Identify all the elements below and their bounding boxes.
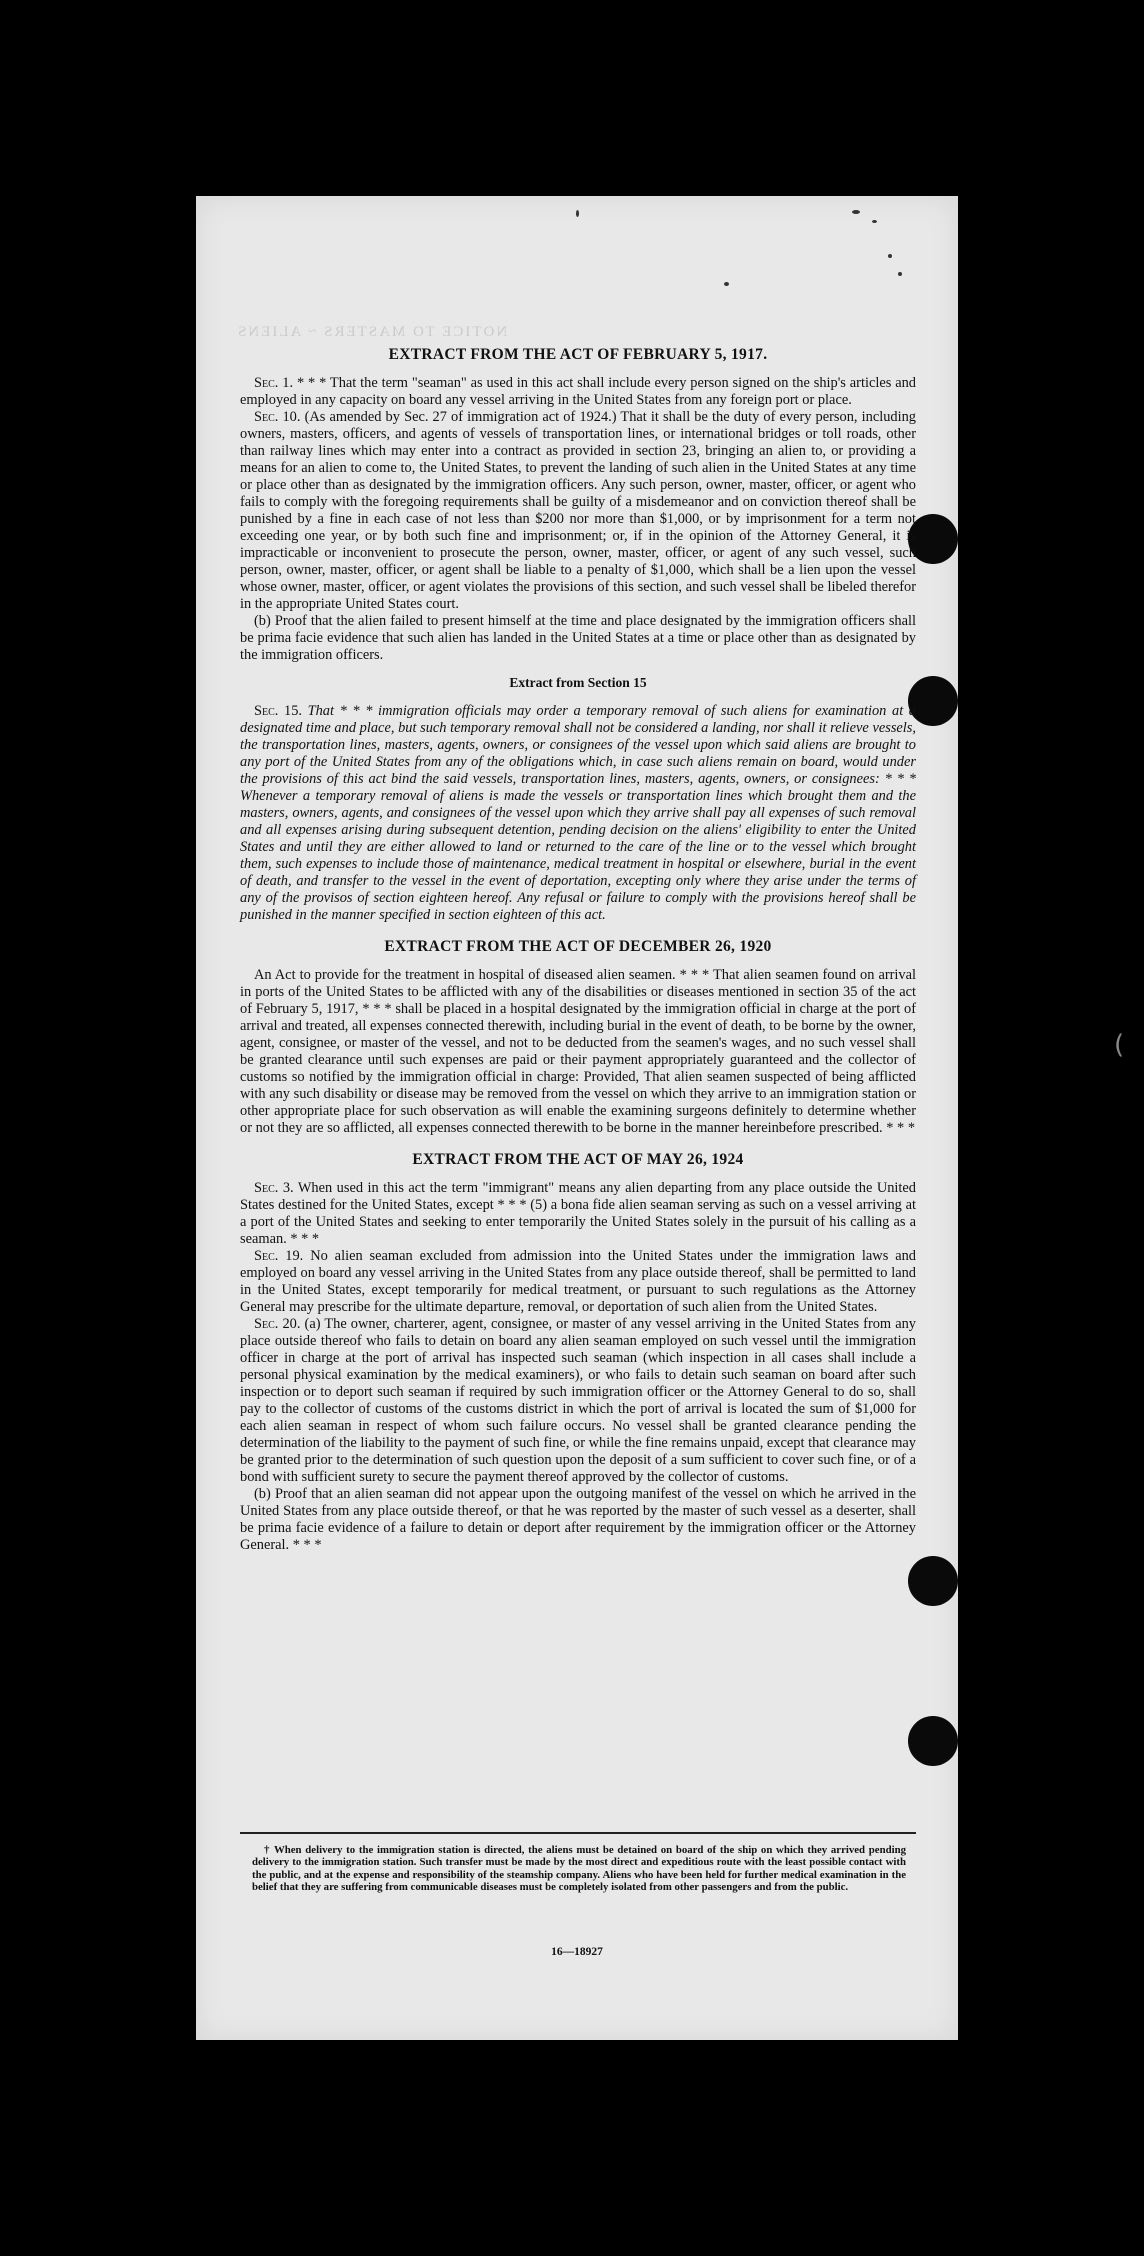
section-label: Sec. 10. — [254, 409, 301, 425]
document-page — [196, 196, 958, 2040]
section-label: Sec. 19. — [254, 1248, 304, 1264]
punch-hole — [908, 1716, 958, 1766]
paragraph-sec-10: Sec. 10. (As amended by Sec. 27 of immigration act of 1924.) That it shall be the duty of every person, including owners, masters, officers, and agents of vessels of transportation lines, or international bridges or toll roads, other than railway lines which may enter into a contract as provided in section 23, bringing an alien to, or providing a means for an alien to come to, the United States, to prevent the landing of such alien in the United States at any time or place other than as designated by the immigration officers. Any such person, owner, master, officer, or agent who fails to comply with the foregoing requirements shall be guilty of a misdemeanor and on conviction thereof shall be punished by a fine in each case of not less than $200 nor more than $1,000, or by imprisonment for a term not exceeding one year, or by both such fine and imprisonment; or, if in the opinion of the Attorney General, it is impracticable or inconvenient to prosecute the person, owner, master, officer, or agent of any such vessel, such person, owner, master, officer, or agent shall be liable to a penalty of $1,000, which shall be a lien upon the vessel whose owner, master, officer, or agent violates the provisions of this section, and such vessel shall be libeled therefor in the appropriate United States court. — [240, 409, 916, 612]
paragraph-sec-20: Sec. 20. (a) The owner, charterer, agent, consignee, or master of any vessel arriving in the United States from any place outside thereof who fails to detain on board any alien seaman employed on such vessel until the immigration officer in charge at the port of arrival has inspected such seaman (which inspection in all cases shall include a personal physical examination by the medical examiners), or who fails to detain such seaman on board after such inspection or to deport such seaman if required by such immigration officer or the Attorney General to do so, shall pay to the collector of customs of the customs district in which the port of arrival is located the sum of $1,000 for each alien seaman in respect of whom such failure occurs. No vessel shall be granted clearance pending the determination of the liability to the payment of such fine, or while the fine remains unpaid, except that clearance may be granted prior to the determination of such question upon the deposit of a sum sufficient to cover such fine, or of a bond with sufficient surety to secure the payment thereof approved by the collector of customs. — [240, 1316, 916, 1485]
section-heading-may-1924: EXTRACT FROM THE ACT OF MAY 26, 1924 — [412, 1151, 744, 1168]
footnote: † When delivery to the immigration station is directed, the aliens must be detained on board of the ship on which they arrived pending delivery to the immigration station. Such transfer must be made by the most direct and expeditious route with the least possible contact with the public, and at the expense and responsibility of the steamship company. Aliens who have been held for further medical examination in the belief that they are suffering from communicable diseases must be completely isolated from other passengers and from the public. — [252, 1844, 906, 1894]
paragraph-sec-15: Sec. 15. That * * * immigration officials may order a temporary removal of such aliens for examination at a designated time and place, but such temporary removal shall not be considered a landing, nor shall it relieve vessels, the transportation lines, masters, agents, owners, or consignees of the vessel upon which said aliens are brought to any port of the United States from any of the obligations which, in case such aliens remain on board, would under the provisions of this act bind the said vessels, transportation lines, masters, agents, owners, or consignees: * * * Whenever a temporary removal of aliens is made the vessels or transportation lines which brought them and the masters, owners, agents, and consignees of the vessel upon which they arrive shall pay all expenses of such removal and all expenses arising during subsequent detention, pending decision on the aliens' eligibility to enter the United States and until they are either allowed to land or returned to the care of the line or to the vessel which brought them, such expenses to include those of maintenance, medical treatment in hospital or elsewhere, burial in the event of death, and transfer to the vessel in the event of deportation, excepting only where they arise under the terms of any of the provisos of section eighteen hereof. Any refusal or failure to comply with the provisions hereof shall be punished in the manner specified in section eighteen of this act. — [240, 703, 916, 923]
paragraph-sec-3: Sec. 3. When used in this act the term "immigrant" means any alien departing from any place outside the United States destined for the United States, except * * * (5) a bona fide alien seaman serving as such on a vessel arriving at a port of the United States and seeking to enter temporarily the United States solely in the pursuit of his calling as a seaman. * * * — [240, 1180, 916, 1247]
section-label: Sec. 15. — [254, 703, 302, 719]
punch-hole — [908, 1556, 958, 1606]
section-subheading-15: Extract from Section 15 — [509, 675, 647, 690]
section-heading-dec-1920: EXTRACT FROM THE ACT OF DECEMBER 26, 1920 — [384, 938, 772, 955]
paper-speck — [724, 282, 729, 286]
paper-speck — [872, 220, 877, 223]
paragraph-sec-10-b: (b) Proof that the alien failed to present himself at the time and place designated by the immigration officers shall be prima facie evidence that such alien has landed in the United States at a time or place other than as designated by the immigration officers. — [240, 613, 916, 663]
paragraph-sec-20-b: (b) Proof that an alien seaman did not appear upon the outgoing manifest of the vessel on which he arrived in the United States from any place outside thereof, or that he was reported by the master of such vessel as a deserter, shall be prima facie evidence of a failure to detain or deport after requirement by the immigration officer or the Attorney General. * * * — [240, 1486, 916, 1553]
form-number: 16—18927 — [551, 1946, 603, 1958]
section-label: Sec. 3. — [254, 1180, 294, 1196]
section-label: Sec. 1. — [254, 375, 294, 391]
footnote-divider — [240, 1832, 916, 1834]
paper-speck — [576, 210, 579, 217]
paper-speck — [852, 210, 860, 214]
paragraph-sec-19: Sec. 19. No alien seaman excluded from admission into the United States under the immigration laws and employed on board any vessel arriving in the United States from any place outside thereof, shall be permitted to land in the United States, except temporarily for medical treatment, or pursuant to such regulations as the Attorney General may prescribe for the ultimate departure, removal, or deportation of such alien from the United States. — [240, 1248, 916, 1315]
document-body — [240, 346, 916, 1554]
section-label: Sec. 20. — [254, 1316, 301, 1332]
paragraph-sec-1: Sec. 1. * * * That the term "seaman" as used in this act shall include every person signed on the ship's articles and employed in any capacity on board any vessel arriving in the United States from any foreign port or place. — [240, 375, 916, 408]
section-heading-feb-1917: EXTRACT FROM THE ACT OF FEBRUARY 5, 1917. — [388, 346, 768, 363]
paper-speck — [888, 254, 892, 258]
scan-edge-mark: ( — [1114, 1030, 1125, 1060]
paragraph-act-1920: An Act to provide for the treatment in hospital of diseased alien seamen. * * * That alien seamen found on arrival in ports of the United States to be afflicted with any of the disabilities or diseases mentioned in section 35 of the act of February 5, 1917, * * * shall be placed in a hospital designated by the immigration official in charge at the port of arrival and treated, all expenses connected therewith, including burial in the event of death, to be borne by the owner, agent, consignee, or master of the vessel, and not to be deducted from the seamen's wages, and no such vessel shall be granted clearance until such expenses are paid or their payment appropriately guaranteed and the collector of customs so notified by the immigration official in charge: Provided, That alien seamen suspected of being afflicted with any such disability or disease may be removed from the vessel on which they arrive to an immigration station or other appropriate place for such observation as will enable the examining surgeons definitely to determine whether or not they are so afflicted, all expenses connected therewith to be borne in the manner hereinbefore prescribed. * * * — [240, 967, 916, 1136]
bleed-through-text: NOTICE TO MASTERS ~ ALIENS — [236, 324, 508, 340]
paper-speck — [898, 272, 902, 276]
